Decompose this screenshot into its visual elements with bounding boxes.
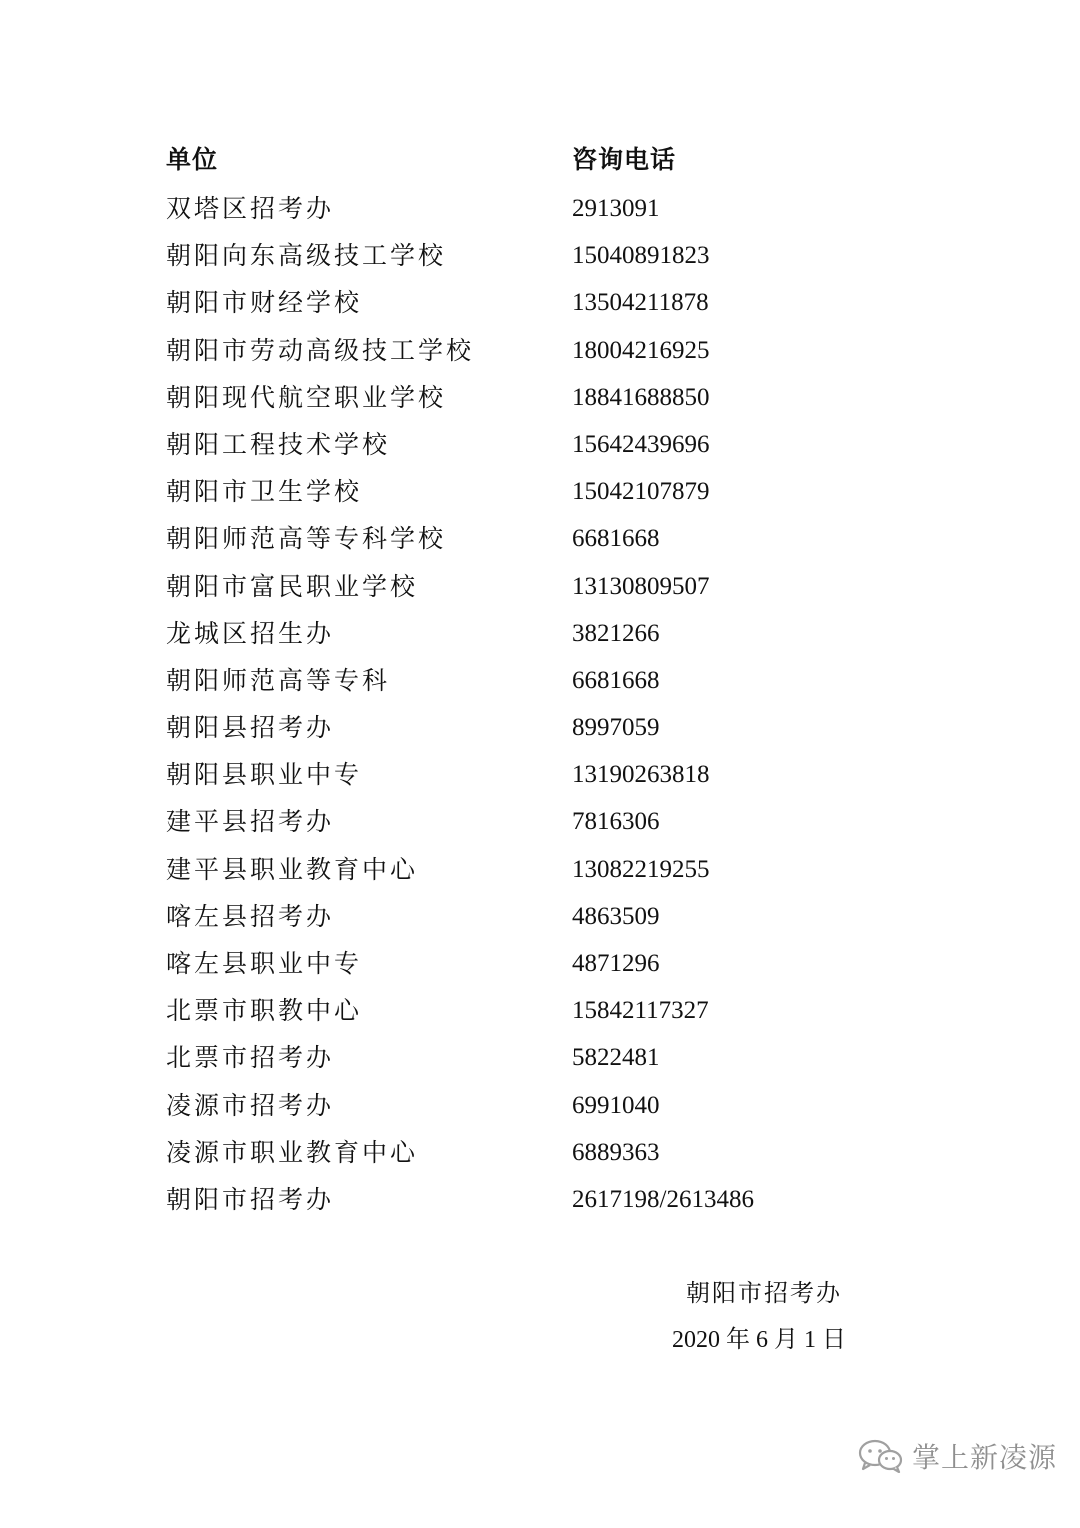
phone-number: 13130809507 [572, 572, 710, 600]
table-row [0, 1038, 1080, 1085]
header-phone: 咨询电话 [572, 145, 677, 174]
unit-name: 朝阳市招考办 [166, 1184, 335, 1214]
table-row [0, 378, 1080, 425]
unit-name: 喀左县招考办 [166, 901, 335, 931]
phone-number: 15040891823 [572, 242, 710, 270]
table-row [0, 236, 1080, 283]
signature-org: 朝阳市招考办 [686, 1279, 842, 1307]
table-row [0, 614, 1080, 661]
phone-number: 13082219255 [572, 855, 710, 883]
table-row [0, 850, 1080, 897]
phone-number: 2617198/2613486 [572, 1185, 754, 1213]
contact-table [0, 189, 1080, 1227]
signature-date: 2020 年 6 月 1 日 [672, 1327, 846, 1353]
phone-number: 8997059 [572, 714, 660, 742]
table-row [0, 991, 1080, 1038]
table-row [0, 519, 1080, 566]
watermark [858, 1436, 1057, 1476]
phone-number: 3821266 [572, 619, 660, 647]
unit-name: 凌源市招考办 [166, 1090, 335, 1120]
phone-number: 4863509 [572, 902, 660, 930]
table-row [0, 425, 1080, 472]
phone-number: 5822481 [572, 1044, 660, 1072]
unit-name: 凌源市职业教育中心 [166, 1137, 419, 1167]
table-row [0, 708, 1080, 755]
unit-name: 朝阳市富民职业学校 [166, 571, 419, 601]
unit-name: 建平县招考办 [166, 807, 335, 837]
unit-name: 朝阳市劳动高级技工学校 [166, 335, 475, 365]
unit-name: 朝阳师范高等专科学校 [166, 524, 447, 554]
phone-number: 18004216925 [572, 336, 710, 364]
phone-number: 15842117327 [572, 997, 709, 1025]
unit-name: 朝阳向东高级技工学校 [166, 241, 447, 271]
table-row [0, 283, 1080, 330]
table-row [0, 1180, 1080, 1227]
unit-name: 建平县职业教育中心 [166, 854, 419, 884]
table-row [0, 331, 1080, 378]
table-row [0, 755, 1080, 802]
phone-number: 15642439696 [572, 430, 710, 458]
phone-number: 15042107879 [572, 478, 710, 506]
phone-number: 13190263818 [572, 761, 710, 789]
phone-number: 4871296 [572, 950, 660, 977]
unit-name: 朝阳县招考办 [166, 713, 335, 743]
unit-name: 朝阳市财经学校 [166, 288, 363, 318]
phone-number: 6681668 [572, 525, 660, 553]
table-row [0, 661, 1080, 708]
phone-number: 18841688850 [572, 383, 710, 411]
unit-name: 双塔区招考办 [166, 194, 335, 223]
unit-name: 朝阳师范高等专科 [166, 665, 391, 695]
unit-name: 喀左县职业中专 [166, 949, 363, 978]
table-row [0, 472, 1080, 519]
table-row [0, 944, 1080, 991]
table-row [0, 189, 1080, 236]
unit-name: 朝阳工程技术学校 [166, 429, 391, 459]
unit-name: 北票市招考办 [166, 1043, 335, 1073]
phone-number: 6889363 [572, 1138, 660, 1166]
table-header [0, 140, 1080, 180]
table-row [0, 1086, 1080, 1133]
table-row [0, 1133, 1080, 1180]
unit-name: 龙城区招生办 [166, 618, 335, 648]
table-row [0, 897, 1080, 944]
unit-name: 朝阳县职业中专 [166, 760, 363, 790]
phone-number: 2913091 [572, 195, 660, 222]
phone-number: 6991040 [572, 1091, 660, 1119]
table-row [0, 802, 1080, 849]
phone-number: 7816306 [572, 808, 660, 836]
phone-number: 6681668 [572, 666, 660, 694]
table-row [0, 567, 1080, 614]
header-unit: 单位 [166, 145, 219, 174]
unit-name: 北票市职教中心 [166, 996, 363, 1026]
phone-number: 13504211878 [572, 289, 709, 317]
wechat-icon [858, 1439, 904, 1473]
unit-name: 朝阳现代航空职业学校 [166, 382, 447, 412]
unit-name: 朝阳市卫生学校 [166, 477, 363, 507]
watermark-text: 掌上新凌源 [912, 1441, 1058, 1474]
